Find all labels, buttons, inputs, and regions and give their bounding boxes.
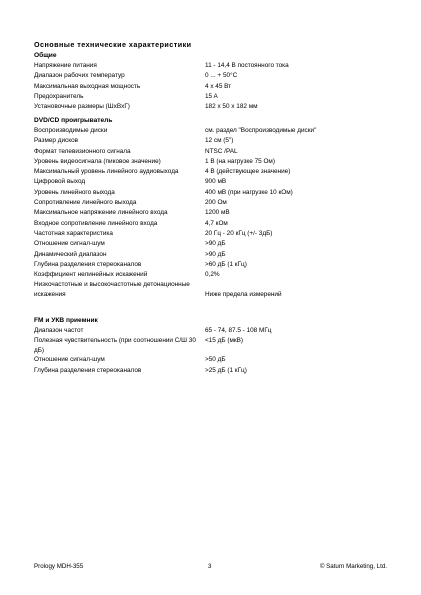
spec-value: 1 В (на нагрузке 75 Ом)	[205, 157, 275, 165]
section-fm	[34, 316, 394, 376]
spec-value: >90 дБ	[205, 250, 226, 258]
spec-label: Глубина разделения стереоканалов	[34, 260, 142, 268]
spec-row	[34, 136, 394, 146]
spec-value: >50 дБ	[205, 356, 226, 364]
spec-value: <15 дБ (мкВ)	[205, 337, 244, 345]
spec-row	[34, 126, 394, 136]
spec-value: >60 дБ (1 кГц)	[205, 260, 247, 268]
spec-row	[34, 177, 394, 187]
spec-label: Максимальный уровень линейного аудиовыхода	[34, 168, 179, 176]
spec-row	[34, 229, 394, 239]
spec-label: Полезная чувствительность (при соотношении С/Ш 30 дБ)	[34, 337, 196, 354]
spec-label: Частотная характеристика	[34, 229, 113, 237]
spec-label: Глубина разделения стереоканалов	[34, 366, 142, 374]
spec-label: Напряжение питания	[34, 62, 97, 69]
spec-value: 182 x 50 x 182 мм	[205, 103, 258, 111]
spec-row	[34, 198, 394, 208]
spec-label: Воспроизводимые диски	[34, 127, 108, 134]
spec-label: Динамический диапазон	[34, 250, 107, 258]
spec-row	[34, 208, 394, 218]
spec-row	[34, 280, 394, 299]
spec-value: NTSC /PAL	[205, 147, 238, 155]
spec-value: 4,7 кОм	[205, 219, 228, 227]
page-title: Основные технические характеристики	[34, 40, 192, 49]
spec-row	[34, 82, 394, 92]
spec-row	[34, 260, 394, 270]
spec-label: Предохранитель	[34, 92, 84, 100]
spec-value: 1200 мВ	[205, 209, 230, 217]
spec-label: Цифровой выход	[34, 178, 86, 186]
spec-value: >25 дБ (1 кГц)	[205, 366, 247, 374]
spec-label: Максимальная выходная мощность	[34, 82, 141, 90]
spec-value: 4 x 45 Вт	[205, 82, 232, 90]
spec-label: Диапазон частот	[34, 327, 84, 334]
spec-row	[34, 336, 394, 355]
footer-copyright: © Saturn Marketing, Ltd.	[319, 563, 387, 570]
spec-label: Максимальное напряжение линейного входа	[34, 209, 168, 217]
footer-model: Prology MDH-355	[34, 563, 84, 570]
spec-value: 65 - 74, 87.5 - 108 МГц	[205, 327, 272, 334]
section-heading-dvd: DVD/CD проигрыватель	[34, 117, 113, 124]
spec-row	[34, 219, 394, 229]
spec-label: Диапазон рабочих температур	[34, 72, 125, 80]
spec-row	[34, 355, 394, 365]
spec-label: Уровень линейного выхода	[34, 188, 115, 196]
spec-label: Входное сопротивление линейного входа	[34, 219, 158, 227]
spec-row	[34, 326, 394, 336]
spec-value: Ниже предела измерений	[205, 290, 282, 298]
spec-value: >90 дБ	[205, 240, 226, 248]
spec-value: 12 см (5")	[205, 137, 234, 145]
spec-label: Отношение сигнал-шум	[34, 240, 105, 248]
spec-value: 200 Ом	[205, 199, 227, 207]
spec-value: 400 мВ (при нагрузке 10 кОм)	[205, 188, 293, 196]
spec-value: 0,2%	[205, 271, 220, 279]
spec-row	[34, 147, 394, 157]
spec-value: см. раздел "Воспроизводимые диски"	[205, 127, 317, 134]
spec-row	[34, 239, 394, 249]
spec-value: 0 ... + 50°C	[205, 72, 238, 80]
spec-row	[34, 102, 394, 112]
spec-row	[34, 188, 394, 198]
spec-value: 15 A	[205, 92, 218, 100]
spec-label: Формат телевизионного сигнала	[34, 147, 131, 155]
spec-label: Коэффициент нелинейных искажений	[34, 271, 148, 279]
spec-value: 4 В (действующее значение)	[205, 168, 291, 176]
spec-value: 900 мВ	[205, 178, 227, 186]
spec-label: Размер дисков	[34, 137, 79, 145]
spec-row	[34, 167, 394, 177]
section-heading-fm: FM и УКВ приемник	[34, 317, 98, 324]
spec-label: Уровень видеосигнала (пиковое значение)	[34, 157, 161, 165]
spec-row	[34, 157, 394, 167]
section-general	[34, 51, 394, 112]
spec-row	[34, 366, 394, 376]
spec-row	[34, 71, 394, 81]
spec-row	[34, 270, 394, 280]
footer-page-number: 3	[208, 563, 212, 570]
section-dvd	[34, 116, 394, 299]
spec-value: 11 - 14,4 В постоянного тока	[205, 62, 289, 69]
spec-row	[34, 92, 394, 102]
spec-value: 20 Гц - 20 кГц (+/- 3дБ)	[205, 229, 273, 237]
spec-label: Отношение сигнал-шум	[34, 356, 105, 364]
section-heading-general: Общие	[34, 52, 57, 59]
spec-label: Установочные размеры (ШxВxГ)	[34, 103, 130, 111]
spec-label: Низкочастотные и высокочастотные детонационные искажения	[34, 281, 190, 298]
spec-row	[34, 61, 394, 71]
spec-label: Сопротивление линейного выхода	[34, 199, 137, 207]
spec-row	[34, 250, 394, 260]
